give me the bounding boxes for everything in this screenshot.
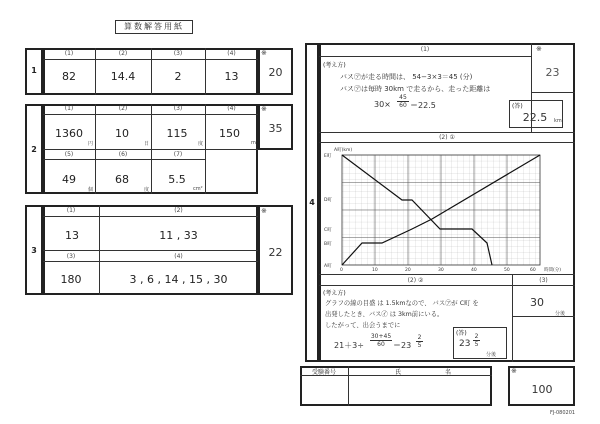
graph-xtick-0: 0	[340, 268, 343, 273]
q4-work-line2: バス㋐は毎時 30km で走るから、走った距離は	[340, 85, 491, 93]
page-title: 算数解答用紙	[124, 22, 184, 31]
q2-label-2: (2)	[118, 105, 128, 112]
name-label-2: 名	[445, 369, 452, 376]
q4-part2-label: (2) ①	[439, 134, 455, 141]
q4-part4-answer: 30	[530, 296, 544, 309]
graph-xtick-60: 60	[530, 268, 536, 273]
q2-label-3: (3)	[173, 105, 183, 112]
q1-label-3: (3)	[173, 50, 183, 57]
q4-part1-unit: km	[554, 118, 562, 124]
q4-work2-line3: したがって、出会うまでに	[325, 322, 401, 329]
q3-answer-3: 180	[60, 273, 82, 286]
q1-label-1: (1)	[64, 50, 74, 57]
q4-part3-answer-whole: 23	[459, 339, 471, 349]
q1-label-4: (4)	[227, 50, 236, 57]
q2-answer-6: 68	[115, 173, 129, 186]
q4-part4-label: (3)	[539, 277, 548, 284]
q1-label-2: (2)	[118, 50, 128, 57]
graph-ytick-c: C町	[324, 228, 332, 233]
q4-part3-label: (2) ②	[407, 277, 424, 284]
q4-part1-score: 23	[545, 66, 560, 79]
name-label-1: 氏	[395, 369, 402, 376]
q4-work-line1: バス㋐が走る時間は、 54−3×3＝45 (分)	[340, 73, 473, 81]
graph-xlabel: 時間(分)	[544, 268, 562, 273]
q4-work-line3-rhs: ＝22.5	[410, 101, 436, 110]
graph-ytick-b: B町	[324, 242, 332, 247]
total-score-mark: ※	[511, 367, 517, 375]
graph-xtick-10: 10	[372, 268, 378, 273]
graph-ylabel: A町(km)	[334, 148, 353, 153]
q4-calc-fden: 5	[417, 342, 422, 349]
q2-answer-5: 49	[62, 173, 76, 186]
q4-part4-unit: 分後	[555, 311, 566, 317]
q4-number: 4	[309, 198, 315, 207]
q1-number: 1	[31, 66, 37, 75]
q1-answer-4: 13	[224, 70, 239, 83]
q3-score: 22	[268, 246, 283, 259]
travel-graph	[320, 143, 574, 273]
q4-part3-answer-num: 2	[474, 333, 479, 340]
q1-answer-1: 82	[62, 70, 76, 83]
q4-work-line3-lhs: 30×	[374, 100, 391, 109]
q1-answer-3: 2	[174, 70, 182, 83]
q2-unit-5: 個	[88, 187, 94, 193]
document-code: FJ-080201	[550, 410, 576, 416]
graph-ytick-a: A町	[324, 264, 332, 269]
q4-calc-prefix: 21＋3÷	[334, 341, 364, 350]
q3-label-2: (2)	[174, 207, 183, 214]
q4-answer-label: (答)	[512, 103, 523, 110]
q3-label-3: (3)	[66, 253, 76, 260]
graph-ytick-e: E町	[324, 154, 332, 159]
graph-xtick-20: 20	[405, 268, 411, 273]
q3-answer-2: 11 , 33	[159, 229, 198, 242]
q2-label-7: (7)	[173, 151, 183, 158]
q4-calc-num: 30+45	[370, 333, 392, 340]
q4-frac-num: 45	[397, 94, 409, 102]
q2-unit-6: 度	[144, 187, 150, 193]
q1-answer-2: 14.4	[110, 70, 136, 83]
q4-part1-score-mark: ※	[536, 45, 542, 53]
graph-ytick-d: D町	[324, 198, 332, 203]
q1-score: 20	[268, 66, 283, 79]
q2-answer-4: 150	[219, 127, 240, 140]
q3-number: 3	[31, 246, 37, 255]
q4-work2-line1: グラフの線の目盛 は 1.5kmなので、 バス㋐が C町 を	[325, 300, 479, 307]
q2-unit-7: cm²	[193, 186, 203, 192]
q4-part3-unit: 分後	[486, 352, 497, 358]
q2-score-mark: ※	[261, 105, 267, 113]
q4-work2-line2: 出発したとき、バス㋑ は 3km前にいる。	[325, 311, 444, 318]
q4-frac-den: 60	[399, 102, 407, 109]
q4-part1-label: (1)	[420, 46, 430, 53]
q4-part3-answer-den: 5	[474, 341, 479, 348]
graph-xtick-40: 40	[471, 268, 477, 273]
q4-answer-label2: (答)	[456, 330, 467, 337]
q4-kangaekata2-label: (考え方)	[323, 290, 346, 297]
q2-label-5: (5)	[64, 151, 74, 158]
q2-unit-1: 円	[88, 141, 94, 147]
q2-score: 35	[268, 122, 283, 135]
q4-kangaekata-label: (考え方)	[323, 62, 346, 69]
q3-answer-1: 13	[65, 229, 79, 242]
q2-number: 2	[31, 145, 37, 154]
graph-xtick-50: 50	[504, 268, 510, 273]
q3-label-1: (1)	[66, 207, 76, 214]
q3-label-4: (4)	[174, 253, 183, 260]
q2-answer-3: 115	[166, 127, 188, 140]
exam-number-label: 受験番号	[311, 369, 336, 376]
q2-unit-3: 度	[198, 141, 204, 147]
q2-label-4: (4)	[227, 105, 236, 112]
q3-score-mark: ※	[261, 207, 267, 215]
q4-calc-den: 60	[377, 341, 385, 348]
graph-xtick-30: 30	[438, 268, 444, 273]
q2-answer-1: 1360	[55, 127, 83, 140]
q3-answer-4: 3 , 6 , 14 , 15 , 30	[129, 273, 228, 286]
q2-label-1: (1)	[64, 105, 74, 112]
total-score: 100	[531, 383, 553, 396]
q2-answer-2: 10	[115, 127, 129, 140]
title-box	[115, 20, 193, 34]
q2-label-6: (6)	[118, 151, 128, 158]
q2-unit-4: m	[251, 140, 256, 146]
q1-score-mark: ※	[261, 49, 267, 57]
q2-unit-2: 日	[144, 141, 150, 147]
q4-part1-answer: 22.5	[522, 111, 548, 124]
q2-answer-7: 5.5	[168, 173, 186, 186]
q4-calc-fnum: 2	[417, 334, 422, 341]
q4-calc-eq: ＝23	[393, 341, 412, 350]
